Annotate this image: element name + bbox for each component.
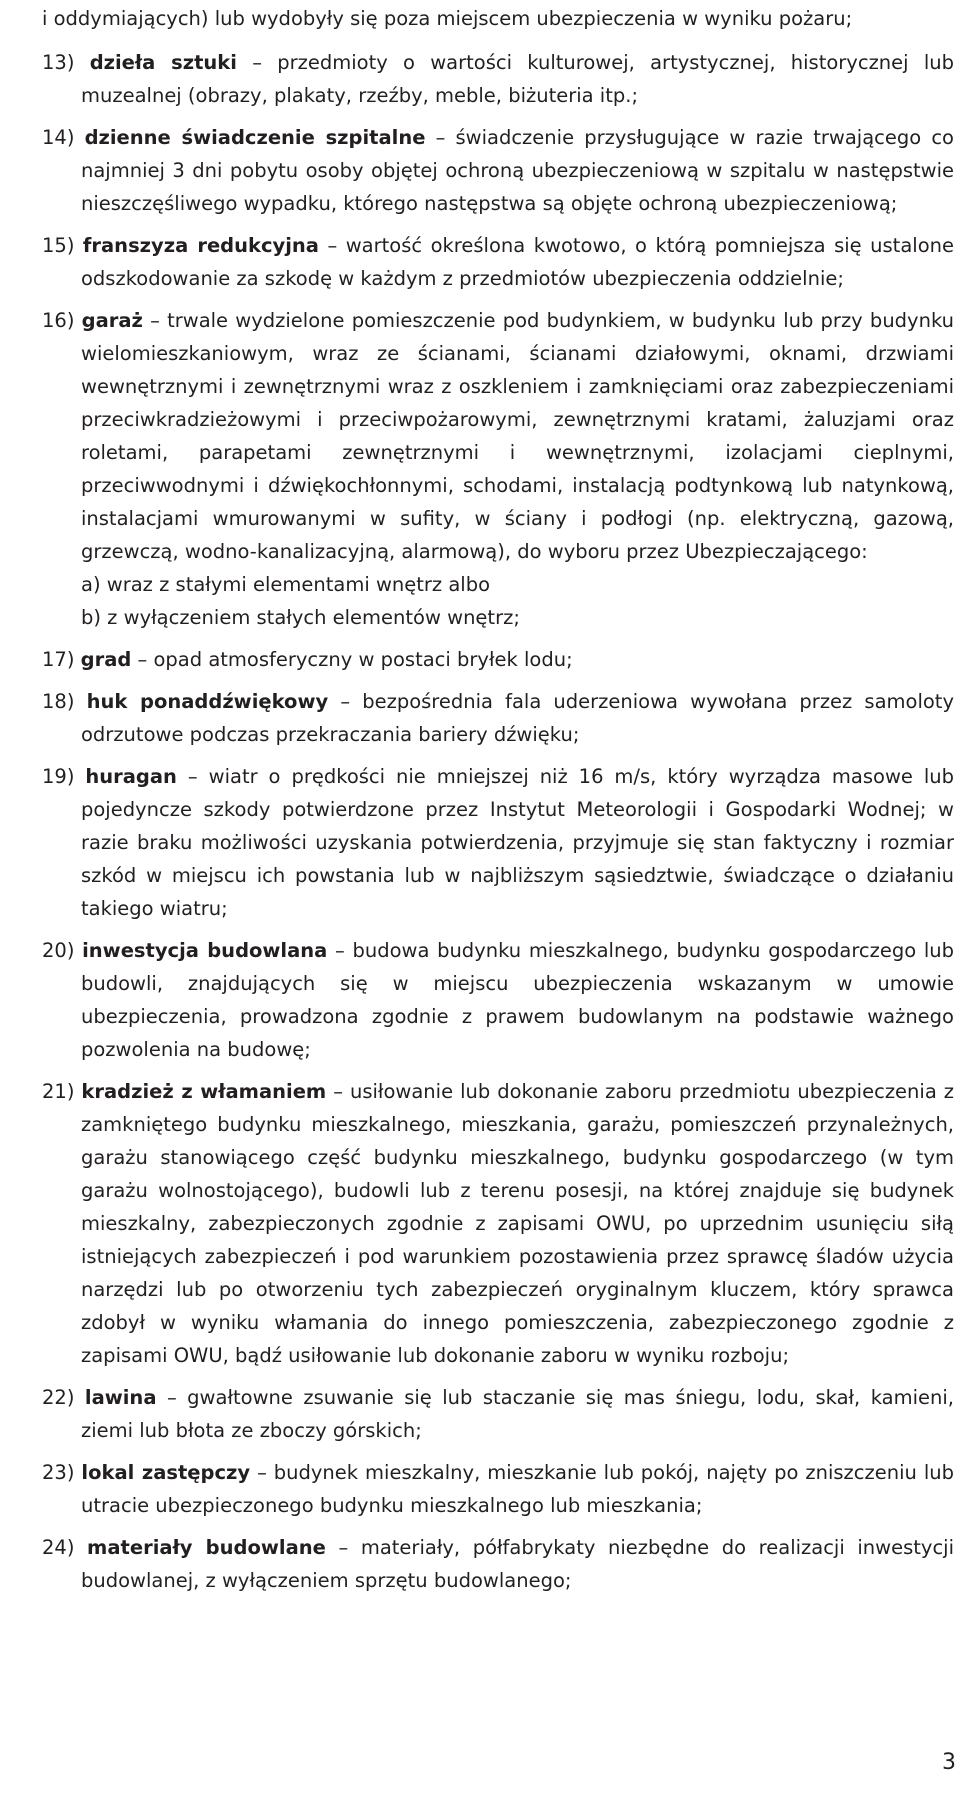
definition-text: przedmioty o wartości kulturowej, artystycznej, historycznej lub muzealnej (obrazy, plakaty, rzeźby, meble, biżuteria itp.; <box>81 51 954 107</box>
definitions-content <box>42 0 954 1597</box>
item-number: 23) <box>42 1461 75 1484</box>
defined-term: garaż <box>81 309 143 332</box>
en-dash: – <box>335 939 345 962</box>
defined-term: huk ponaddźwiękowy <box>86 690 329 713</box>
definition-item <box>42 1075 954 1372</box>
definition-text: świadczenie przysługujące w razie trwającego co najmniej 3 dni pobytu osoby objętej ochroną ubezpieczeniową w szpitalu w następstwie nieszczęśliwego wypadku, którego następstwa są objęte ochroną ubezpieczeniową; <box>81 126 954 215</box>
definition-item <box>42 1456 954 1522</box>
en-dash: – <box>187 765 198 788</box>
defined-term: lokal zastępczy <box>81 1461 251 1484</box>
defined-term: huragan <box>85 765 177 788</box>
defined-term: kradzież z włamaniem <box>81 1080 327 1103</box>
en-dash: – <box>252 51 262 74</box>
en-dash: – <box>257 1461 267 1484</box>
definition-item <box>42 121 954 220</box>
en-dash: – <box>166 1386 177 1409</box>
en-dash: – <box>435 126 446 149</box>
definition-item <box>42 685 954 751</box>
item-number: 24) <box>42 1536 75 1559</box>
item-number: 21) <box>42 1080 75 1103</box>
definition-item <box>42 46 954 112</box>
defined-term: dzienne świadczenie szpitalne <box>84 126 426 149</box>
item-number: 20) <box>42 939 75 962</box>
page-number: 3 <box>942 1750 956 1775</box>
en-dash: – <box>333 1080 343 1103</box>
definition-item <box>42 643 954 676</box>
sub-item: b) z wyłączeniem stałych elementów wnętrz; <box>81 606 520 629</box>
definition-text: trwale wydzielone pomieszczenie pod budynkiem, w budynku lub przy budynku wielomieszkaniowym, wraz ze ścianami, ścianami działowymi, oknami, drzwiami wewnętrznymi i zewnętrznymi wraz z oszkleniem i zamknięciami oraz zabezpieczeniami przeciwkradzieżowymi i przeciwpożarowymi, zewnętrznymi kratami, żaluzjami oraz roletami, parapetami zewnętrznymi i wewnętrznymi, izolacjami cieplnymi, przeciwwodnymi i dźwiękochłonnymi, schodami, instalacją podtynkową lub natynkową, instalacjami wmurowanymi w sufity, w ściany i podłogi (np. elektryczną, gazową, grzewczą, wodno-kanalizacyjną, alarmową), do wyboru przez Ubezpieczającego: <box>81 309 955 563</box>
definition-item <box>42 934 954 1066</box>
defined-term: grad <box>80 648 132 671</box>
defined-term: materiały budowlane <box>87 1536 326 1559</box>
definitions-list <box>42 46 954 1597</box>
item-number: 13) <box>42 51 75 74</box>
definition-text: opad atmosferyczny w postaci bryłek lodu; <box>153 648 573 671</box>
definition-item <box>42 760 954 925</box>
sub-item: a) wraz z stałymi elementami wnętrz albo <box>81 573 491 596</box>
en-dash: – <box>137 648 148 671</box>
item-number: 14) <box>42 126 75 149</box>
item-number: 18) <box>42 690 75 713</box>
item-number: 15) <box>42 234 75 257</box>
item-number: 16) <box>42 309 75 332</box>
definition-text: usiłowanie lub dokonanie zaboru przedmiotu ubezpieczenia z zamkniętego budynku mieszkalnego, mieszkania, garażu, pomieszczeń przynależnych, garażu stanowiącego część budynku mieszkalnego, budynku gospodarczego (w tym garażu wolnostojącego), budowli lub z terenu posesji, na której znajduje się budynek mieszkalny, zabezpieczonych zgodnie z zapisami OWU, po uprzednim usunięciu siłą istniejących zabezpieczeń i pod warunkiem pozostawienia przez sprawcę śladów użycia narzędzi lub po otworzeniu tych zabezpieczeń oryginalnym kluczem, który sprawca zdobył w wyniku włamania do innego pomieszczenia, zabezpieczonego zgodnie z zapisami OWU, bądź usiłowanie lub dokonanie zaboru w wyniku rozboju; <box>81 1080 954 1367</box>
en-dash: – <box>340 690 351 713</box>
definition-text: bezpośrednia fala uderzeniowa wywołana przez samoloty odrzutowe podczas przekraczania bariery dźwięku; <box>81 690 954 746</box>
en-dash: – <box>327 234 338 257</box>
definition-item <box>42 1381 954 1447</box>
en-dash: – <box>338 1536 349 1559</box>
en-dash: – <box>150 309 160 332</box>
definition-text: gwałtowne zsuwanie się lub staczanie się mas śniegu, lodu, skał, kamieni, ziemi lub błota ze zboczy górskich; <box>81 1386 955 1442</box>
defined-term: franszyza redukcyjna <box>82 234 319 257</box>
item-number: 17) <box>42 648 75 671</box>
item-number: 19) <box>42 765 75 788</box>
definition-text: wiatr o prędkości nie mniejszej niż 16 m/s, który wyrządza masowe lub pojedyncze szkody potwierdzone przez Instytut Meteorologii i Gospodarki Wodnej; w razie braku możliwości uzyskania potwierdzenia, przyjmuje się stan faktyczny i rozmiar szkód w miejscu ich powstania lub w najbliższym sąsiedztwie, świadczące o działaniu takiego wiatru; <box>81 765 955 920</box>
definition-text: budynek mieszkalny, mieszkanie lub pokój, najęty po zniszczeniu lub utracie ubezpieczonego budynku mieszkalnego lub mieszkania; <box>81 1461 954 1517</box>
definition-text: wartość określona kwotowo, o którą pomniejsza się ustalone odszkodowanie za szkodę w każdym z przedmiotów ubezpieczenia oddzielnie; <box>81 234 954 290</box>
item-number: 22) <box>42 1386 75 1409</box>
defined-term: inwestycja budowlana <box>82 939 328 962</box>
continuation-text: i oddymiających) lub wydobyły się poza miejscem ubezpieczenia w wyniku pożaru; <box>42 7 853 30</box>
defined-term: dzieła sztuki <box>89 51 237 74</box>
definition-item <box>42 1531 954 1597</box>
defined-term: lawina <box>84 1386 157 1409</box>
definition-item <box>42 304 954 634</box>
definition-item <box>42 229 954 295</box>
definition-text: budowa budynku mieszkalnego, budynku gospodarczego lub budowli, znajdujących się w miejscu ubezpieczenia wskazanym w umowie ubezpieczenia, prowadzona zgodnie z prawem budowlanym na podstawie ważnego pozwolenia na budowę; <box>81 939 955 1061</box>
definition-text: materiały, półfabrykaty niezbędne do realizacji inwestycji budowlanej, z wyłączeniem sprzętu budowlanego; <box>81 1536 955 1592</box>
